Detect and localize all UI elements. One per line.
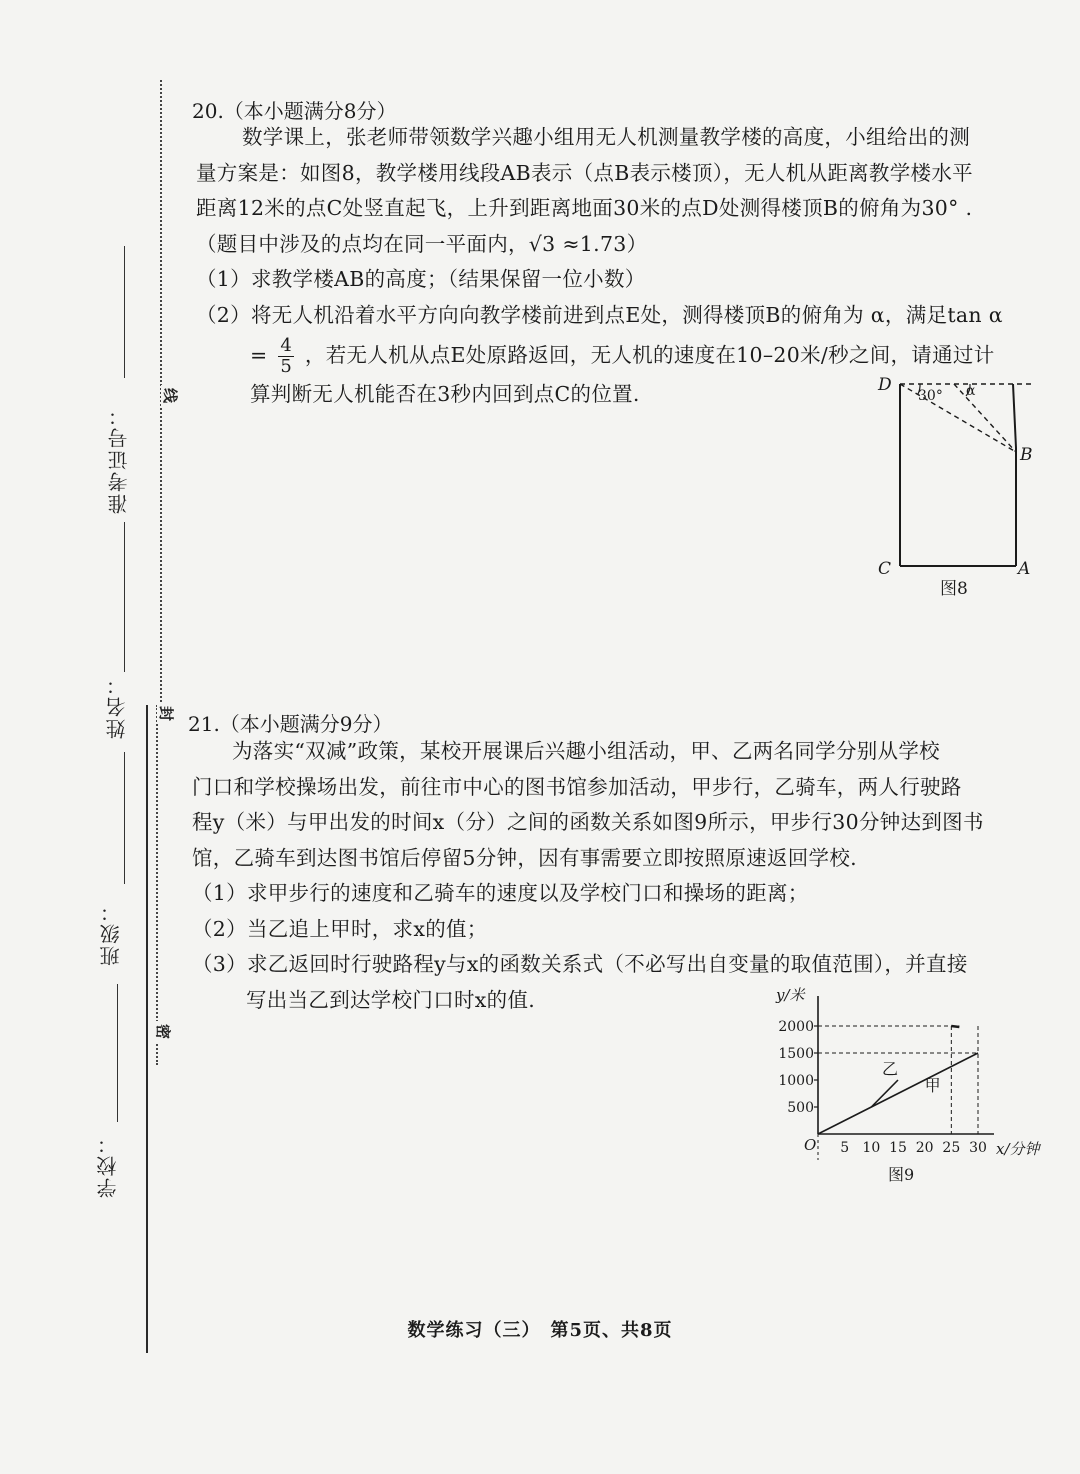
figure-9-chart (764, 980, 1064, 1190)
q21-line-2: 门口和学校操场出发，前往市中心的图书馆参加活动，甲步行，乙骑车，两人行驶路 (192, 774, 962, 799)
plateau-segment (951, 1026, 959, 1027)
q20-frac-num: 4 (280, 335, 293, 356)
q20-line-1: 数学课上，张老师带领数学兴趣小组用无人机测量教学楼的高度，小组给出的测 (242, 125, 970, 149)
fig8-caption: 图8 (940, 579, 968, 599)
q20-line-8: 算判断无人机能否在3秒内回到点C的位置. (250, 382, 640, 406)
q20-frac-den: 5 (280, 356, 293, 377)
x-tick-label: 25 (942, 1140, 961, 1156)
page-footer: 数学练习（三） 第5页、共8页 (407, 1320, 673, 1341)
fig8-label-c: C (878, 559, 892, 579)
q21-line-6: （2）当乙追上甲时，求x的值； (192, 916, 488, 941)
seal-char-mi: 密 (156, 1022, 171, 1040)
q21-line-3: 程y（米）与甲出发的时间x（分）之间的函数关系如图9所示，甲步行30分钟达到图书 (192, 810, 984, 834)
y-axis-label: y/米 (776, 986, 805, 1004)
q20-line-4: （题目中涉及的点均在同一平面内，√3 ≈1.73） (196, 231, 648, 256)
y-tick-label: 500 (787, 1100, 814, 1116)
exam-id-label: 准考证号： (107, 404, 131, 514)
series-annotation-0: 乙 (882, 1059, 899, 1079)
fig8-line-b-top (1013, 384, 1016, 448)
q20-line-3: 距离12米的点C处竖直起飞，上升到距离地面30米的点D处测得楼顶B的俯角为30° . (196, 196, 973, 220)
x-tick-label: 30 (969, 1140, 987, 1156)
x-axis-label: x/分钟 (996, 1140, 1040, 1158)
fig8-label-alpha: α (966, 383, 976, 399)
seal-dotted-line-lower (156, 705, 158, 1065)
fig8-label-d: D (878, 375, 892, 395)
y-tick-label: 2000 (778, 1019, 814, 1035)
q20-line-2: 量方案是：如图8，教学楼用线段AB表示（点B表示楼顶），无人机从距离教学楼水平 (196, 160, 973, 185)
q20-line-7-rest: ，若无人机从点E处原路返回，无人机的速度在10–20米/秒之间，请通过计 (304, 343, 995, 367)
q21-line-4: 馆，乙骑车到达图书馆后停留5分钟，因有事需要立即按照原速返回学校. (192, 845, 857, 870)
name-blank (124, 752, 125, 884)
q20-frac-prefix: = (250, 343, 268, 367)
q20-line-5: （1）求教学楼AB的高度；（结果保留一位小数） (196, 267, 646, 291)
q21-body (192, 734, 984, 1018)
y-tick-label: 1000 (778, 1073, 814, 1089)
name-label: 姓名： (105, 673, 129, 739)
figure-8 (866, 370, 1046, 602)
x-tick-label: 15 (889, 1140, 907, 1156)
q20-line-6: （2）将无人机沿着水平方向向教学楼前进到点E处，测得楼顶B的俯角为 α，满足tan α (196, 302, 1003, 327)
chart-title: 图9 (888, 1165, 915, 1184)
x-tick-label: 10 (862, 1140, 881, 1156)
x-tick-label: 20 (915, 1140, 934, 1156)
school-label: 学校： (96, 1132, 120, 1198)
exam-id-blank-lower (124, 522, 125, 672)
q20-heading: 20.（本小题满分8分） (192, 99, 397, 123)
q21-line-8: 写出当乙到达学校门口时x的值. (246, 987, 536, 1012)
series-annotation-1: 甲 (924, 1075, 941, 1095)
fig8-label-b: B (1020, 445, 1033, 465)
x-tick-label: 5 (840, 1140, 850, 1156)
y-tick-label: 1500 (778, 1046, 814, 1062)
exam-id-blank (124, 246, 125, 378)
fig8-sight-line-e (954, 384, 1016, 452)
class-label: 班级： (99, 900, 123, 966)
fig8-label-a: A (1018, 559, 1031, 579)
q21-line-1: 为落实“双减”政策，某校开展课后兴趣小组活动，甲、乙两名同学分别从学校 (232, 739, 940, 763)
q20-body (196, 120, 1003, 413)
seal-char-feng: 封 (159, 704, 174, 722)
class-blank (117, 984, 118, 1122)
margin-solid-rule (146, 705, 148, 1353)
fig8-label-30: 30° (918, 388, 943, 404)
q21-line-7: （3）求乙返回时行驶路程y与x的函数关系式（不必写出自变量的取值范围），并直接 (192, 952, 968, 976)
q21-heading: 21.（本小题满分9分） (188, 712, 393, 736)
seal-char-xian: 线 (163, 386, 178, 404)
q21-line-5: （1）求甲步行的速度和乙骑车的速度以及学校门口和操场的距离； (192, 881, 809, 905)
series-line-yi (871, 1080, 898, 1107)
origin-label: O (804, 1136, 817, 1154)
q20-fraction (278, 336, 294, 377)
